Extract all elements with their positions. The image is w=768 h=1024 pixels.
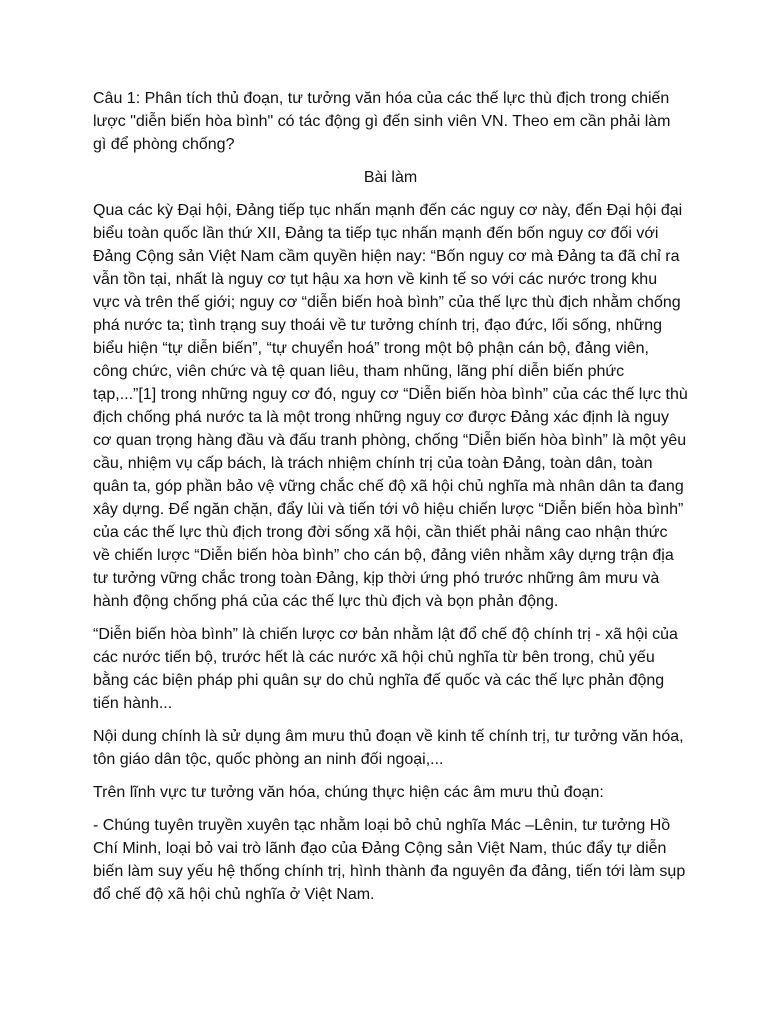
paragraph-content: Nội dung chính là sử dụng âm mưu thủ đoạn về kinh tế chính trị, tư tưởng văn hóa, tôn giáo dân tộc, quốc phòng an ninh đối ngoại,... bbox=[93, 728, 684, 768]
paragraph-bullet-1: - Chúng tuyên truyền xuyên tạc nhằm loại bỏ chủ nghĩa Mác –Lênin, tư tưởng Hồ Chí Minh, loại bỏ vai trò lãnh đạo của Đảng Cộng sản Việt Nam, thúc đẩy tự diễn biến làm suy yếu hệ thống chính trị, hình thành đa nguyên đa đảng, tiến tới làm sụp đổ chế độ xã hội chủ nghĩa ở Việt Nam. bbox=[93, 817, 686, 903]
question-text: Câu 1: Phân tích thủ đoạn, tư tưởng văn hóa của các thế lực thù địch trong chiến lược "diễn biến hòa bình" có tác động gì đến sinh viên VN. Theo em cần phải làm gì để phòng chống? bbox=[93, 90, 671, 153]
paragraph-intro: Qua các kỳ Đại hội, Đảng tiếp tục nhấn mạnh đến các nguy cơ này, đến Đại hội đại biểu toàn quốc lần thứ XII, Đảng ta tiếp tục nhấn mạnh đến bốn nguy cơ đối với Đảng Cộng sản Việt Nam cầm quyền hiện nay: “Bốn nguy cơ mà Đảng ta đã chỉ ra vẫn tồn tại, nhất là nguy cơ tụt hậu xa hơn về kinh tế so với các nước trong khu vực và trên thế giới; nguy cơ “diễn biến hoà bình” của thế lực thù địch nhằm chống phá nước ta; tình trạng suy thoái về tư tưởng chính trị, đạo đức, lối sống, những biểu hiện “tự diễn biến”, “tự chuyển hoá” trong một bộ phận cán bộ, đảng viên, công chức, viên chức và tệ quan liêu, tham nhũng, lãng phí diễn biến phức tạp,...”[1] trong những nguy cơ đó, nguy cơ “Diễn biến hòa bình” của các thế lực thù địch chống phá nước ta là một trong những nguy cơ được Đảng xác định là nguy cơ quan trọng hàng đầu và đấu tranh phòng, chống “Diễn biến hòa bình” là một yêu cầu, nhiệm vụ cấp bách, là trách nhiệm chính trị của toàn Đảng, toàn dân, toàn quân ta, góp phần bảo vệ vững chắc chế độ xã hội chủ nghĩa mà nhân dân ta đang xây dựng. Để ngăn chặn, đẩy lùi và tiến tới vô hiệu chiến lược “Diễn biến hòa bình” của các thế lực thù địch trong đời sống xã hội, cần thiết phải nâng cao nhận thức về chiến lược “Diễn biến hòa bình” cho cán bộ, đảng viên nhằm xây dựng trận địa tư tưởng vững chắc trong toàn Đảng, kịp thời ứng phó trước những âm mưu và hành động chống phá của các thế lực thù địch và bọn phản động. bbox=[93, 202, 688, 610]
paragraph-definition: “Diễn biến hòa bình” là chiến lược cơ bản nhằm lật đổ chế độ chính trị - xã hội của các nước tiến bộ, trước hết là các nước xã hội chủ nghĩa từ bên trong, chủ yếu bằng các biện pháp phi quân sự do chủ nghĩa đế quốc và các thế lực phản động tiến hành... bbox=[93, 626, 678, 712]
paragraph-ideology: Trên lĩnh vực tư tưởng văn hóa, chúng thực hiện các âm mưu thủ đoạn: bbox=[93, 784, 604, 801]
answer-heading: Bài làm bbox=[363, 169, 418, 186]
